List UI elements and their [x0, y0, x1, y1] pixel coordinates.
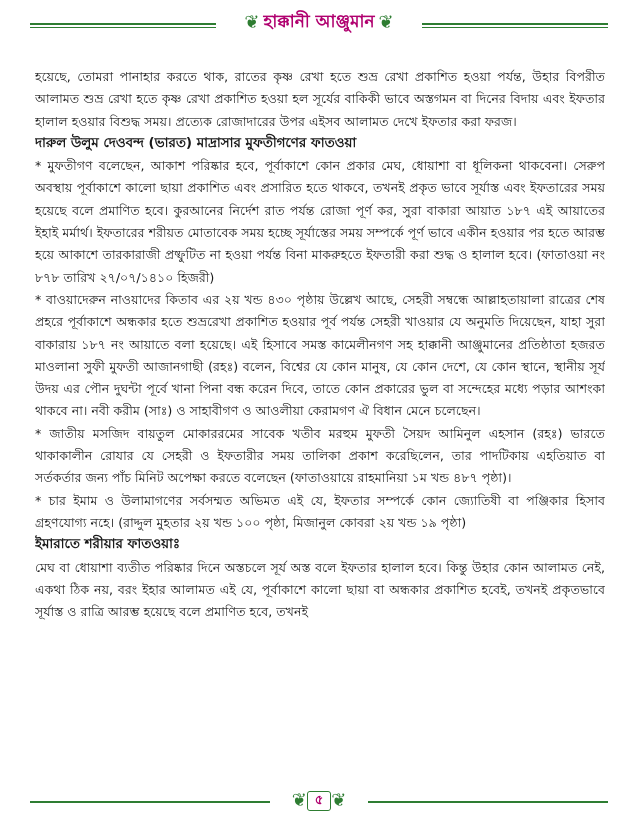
page-number: ৫: [307, 791, 331, 811]
leaf-ornament-icon: ❦: [331, 790, 347, 811]
paragraph-national-mosque: * জাতীয় মসজিদ বায়তুল মোকাররমের সাবেক খতীব মরহুম মুফতী সৈয়দ আমিনুল এহসান (রহঃ) ভারতে থাকাকালীন রোযার যে সেহরী ও ইফতারীর সময় তালিকা প্রকাশ করেছিলেন, তার পাদটিকায় এহতিয়াত বা সর্তকর্তার জন্য পাঁচ মিনিট অপেক্ষা করতে বলেছেন (ফাতাওয়ায়ে রাহমানিয়া ১ম খন্ড ৪৮৭ পৃষ্ঠা)।: [35, 425, 605, 486]
paragraph-four-imams: * চার ইমাম ও উলামাগণের সর্বসম্মত অভিমত এই যে, ইফতার সম্পর্কে কোন জ্যোতিষী বা পঞ্জিকার হিসাব গ্রহণযোগ্য নহে। (রাদ্দুল মুহতার ২য় খন্ড ১০০ পৃষ্ঠা, মিজানুল কোবরা ২য় খন্ড ১৯ পৃষ্ঠা): [35, 492, 605, 530]
page-header: [30, 6, 608, 42]
header-title-box: [226, 6, 412, 40]
header-rule-right: [422, 23, 608, 25]
leaf-ornament-icon: ❦: [244, 12, 260, 33]
leaf-ornament-icon: ❦: [291, 790, 307, 811]
footer-rule-left: [30, 801, 270, 803]
page-body: [35, 66, 605, 778]
paragraph-bawaderun: * বাওয়াদেরুন নাওয়াদের কিতাব এর ২য় খন্ড ৪৩০ পৃষ্ঠায় উল্লেখ আছে, সেহরী সম্বন্ধে আল্লাহতায়ালা রাত্রের শেষ প্রহরে পূর্বাকাশে অন্ধকার হতে শুভ্ররেখা প্রকাশিত হওয়ার পূর্ব পর্যন্ত সেহরী খাওয়ার যে অনুমতি দিয়েছেন, যাহা সুরা বাকারায় ১৮৭ নং আয়াতে বলা হয়েছে। এই হিসাবে সমস্ত কামেলীনগণ সহ হাক্কানী আঞ্জুমানের প্রতিষ্ঠাতা হজরত মাওলানা সুফী মুফতী আজানগাছী (রহঃ) বলেন, বিশ্বের যে কোন মানুষ, যে কোন দেশে, যে কোন স্থানে, স্থানীয় সূর্য উদয় এর পৌন দুঘন্টা পূর্বে খানা পিনা বন্ধ করেন দিবে, তাতে কোন প্রকারের ভুল বা সন্দেহের মধ্যে পড়ার আশংকা থাকবে না। নবী করীম (সাঃ) ও সাহাবীগণ ও আওলীয়া কেরামগণ ঐ বিধান মেনে চলেছেন।: [35, 291, 605, 419]
page-number-box: [288, 788, 350, 814]
header-title: হাক্কানী আঞ্জুমান: [263, 12, 375, 32]
paragraph-imarat: মেঘ বা ধোয়াশা ব্যতীত পরিষ্কার দিনে অস্তচলে সূর্য অস্ত বলে ইফতার হালাল হবে। কিন্তু উহার কোন আলামত নেই, একথা ঠিক নয়, বরং ইহার আলামত এই যে, পূর্বাকাশে কালো ছায়া বা অন্ধকার প্রকাশিত হবেই, তখনই প্রকৃতভাবে সূর্যাস্ত ও রাত্রি আরম্ভ হয়েছে বলে প্রমাণিত হবে, তখনই: [35, 559, 605, 620]
heading-imarat-fatwa: ইমারাতে শরীয়ার ফাতওয়াঃ: [35, 537, 181, 553]
paragraph-muftis: * মুফতীগণ বলেছেন, আকাশ পরিষ্কার হবে, পূর্বাকাশে কোন প্রকার মেঘ, ধোয়াশা বা ধূলিকনা থাকবেনা। সেরুপ অবস্থায় পূর্বাকাশে কালো ছায়া প্রকাশিত এবং প্রসারিত হতে থাকবে, তখনই প্রকৃত ভাবে সূর্যাস্ত এবং ইফতারের সময় হয়েছে বলে প্রমাণিত হবে। কুরআনের নির্দেশ রাত পর্যন্ত রোজা পূর্ণ কর, সুরা বাকারা আয়াত ১৮৭ এই আয়াতের ইহাই মর্মার্থ। ইফতারের শরীয়ত মোতাবেক সময় হচ্ছে সূর্যাস্তের সময় সম্পর্কে পূর্ণ ভাবে একীন হওয়ার পর হতে আরম্ভ হয়ে আকাশে তারকারাজী প্রষ্ফুটিত না হওয়া পর্যন্ত বিনা মাকরুহতে ইফতারী করা শুদ্ধ ও হালাল হবে। (ফাতাওয়া নং ৮৭৮ তারিখ ২৭/০৭/১৪১০ হিজরী): [35, 158, 605, 285]
paragraph-intro: হয়েছে, তোমরা পানাহার করতে থাক, রাতের কৃষ্ণ রেখা হতে শুভ্র রেখা প্রকাশিত হওয়া পর্যন্ত, উহার বিপরীত আলামত শুভ্র রেখা হতে কৃষ্ণ রেখা প্রকাশিত হওয়া হল সূর্যের বাকিকী ভাবে অস্তগমন বা দিনের বিদায় এবং ইফতার হালাল হওয়ার বিশুদ্ধ সময়। প্রত্যেক রোজাদারের উপর এইসব আলামত দেখে ইফতার করা ফরজ।: [35, 69, 605, 129]
heading-deoband-fatwa: দারুল উলুম দেওবন্দ (ভারত) মাদ্রাসার মুফতীগণের ফাতওয়া: [35, 135, 357, 151]
leaf-ornament-icon: ❦: [378, 12, 394, 33]
page-footer: [30, 787, 608, 817]
header-rule-left: [30, 23, 216, 25]
footer-rule-right: [368, 801, 608, 803]
